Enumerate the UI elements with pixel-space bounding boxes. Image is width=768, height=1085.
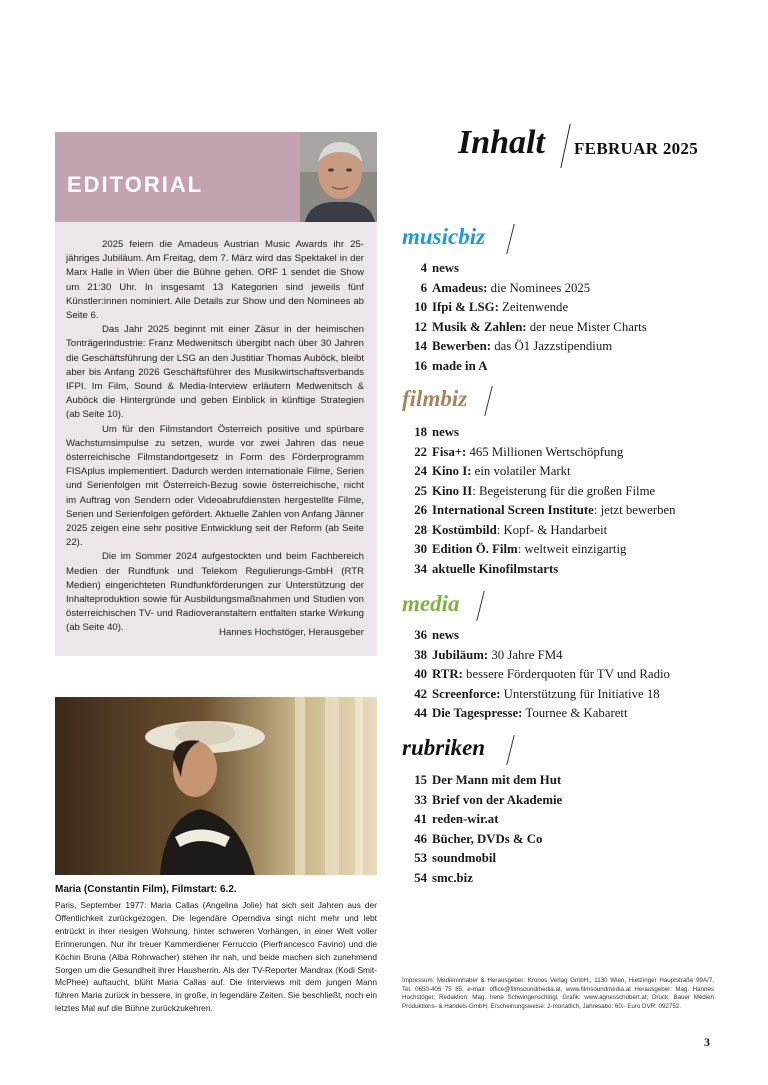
caption-text: Paris, September 1977: Maria Callas (Angelina Jolie) hat sich seit Jahren aus der Öffentlichkeit zurückgezogen. Die legendäre Operndiva singt nicht mehr und lebt entrückt in ihrer riesigen Wohnung, hinter schweren Vorhängen, in einer Welt voller Erinnerungen. Nur ihr treuer Kammerdiener Ferruccio (Pierfrancesco Favino) und die Köchin Bruna (Alba Rohrwacher) stehen ihr nah, und beide machen sich zunehmend Sorgen um die Gesundheit ihrer Hausherrin. Als der TV-Reporter Mandrax (Kodi Smit-McPhee) auftaucht, blüht Maria Callas auf. Die Interviews mit dem jungen Mann führen Maria zurück in bessere, in große, in legendäre Zeiten. Sie beschließt, noch ein letztes Mal auf die Bühne zurückzukehren. (55, 900, 377, 1014)
toc-item[interactable]: 22 Fisa+: 465 Millionen Wertschöpfung (414, 444, 624, 459)
editorial-text (66, 238, 364, 636)
toc-rubriken (402, 773, 742, 890)
contents-title: Inhalt (458, 124, 545, 161)
editor-portrait (300, 132, 377, 222)
toc-item[interactable]: 10 Ifpi & LSG: Zeitenwende (414, 300, 569, 314)
movie-still-image (55, 697, 377, 875)
section-divider (506, 735, 514, 765)
toc-item[interactable]: 4 news (420, 261, 460, 275)
title-divider (560, 124, 570, 168)
editorial-paragraph: 2025 feiern die Amadeus Austrian Music Awards ihr 25-jähriges Jubiläum. Am Freitag, dem 7. März wird das Spektakel in der Marx Halle in Wien über die Bühne gehen. ORF 1 sendet die Show um 21:30 Uhr. In insgesamt 13 Kategorien sind jeweils fünf Künstler:innen nominiert. Alle Details zur Show und den Nominees ab Seite 6. (66, 239, 364, 322)
caption-title: Maria (Constantin Film), Filmstart: 6.2. (55, 884, 237, 895)
toc-item[interactable]: 40 RTR: bessere Förderquoten für TV und Radio (414, 667, 670, 681)
toc-item[interactable]: 41 reden-wir.at (414, 812, 499, 826)
toc-musicbiz (402, 261, 742, 378)
editorial-paragraph: Die im Sommer 2024 aufgestockten und beim Fachbereich Medien der Rundfunk und Telekom Regulierungs-GmbH (RTR Medien) eingerichteten Rundfunkförderungen zur Unterstützung der Inhalteproduktion sowie für Ausbildungsmaßnahmen und Studien von österreichischen TV- und Radioveranstaltern entfalten starke Wirkung (ab Seite 40). (66, 551, 364, 634)
toc-filmbiz (402, 425, 742, 581)
toc-item[interactable]: 53 soundmobil (414, 851, 497, 865)
editorial-paragraph: Das Jahr 2025 beginnt mit einer Zäsur in der heimischen Tonträgerindustrie: Franz Medwenitsch übergibt nach über 30 Jahren die Geschäftsführung der LSG an den Justitiar Thomas Auböck, bleibt aber bis Anfang 2026 Geschäftsführer des Musikwirtschaftsverbands IFPI. Im Film, Sound & Media-Interview erläutern Medwenitsch & Auböck die Hintergründe und geben Einblick in künftige Strategien (ab Seite 10). (66, 324, 364, 421)
toc-item[interactable]: 26 International Screen Institute: jetzt bewerben (414, 503, 676, 517)
section-heading-filmbiz: filmbiz (402, 386, 468, 411)
page-number: 3 (704, 1035, 710, 1049)
editorial-title: EDITORIAL (67, 172, 204, 197)
section-divider (506, 224, 514, 254)
toc-item[interactable]: 33 Brief von der Akademie (414, 792, 563, 807)
imprint-text: Impressum: Medieninhaber & Herausgeber: Kronos Verlag GmbH., 1130 Wien, Hietzinger Hauptstraße 99A/7, Tel. 0650-406 75 85, e-mail: office@filmsoundmedia.at, www.filmsoundmedia.at Herausgeber: Mag. Hannes Hochstöger; Redaktion: Mag. Irene Schwingenschlögl, Grafik: www.agnesschubert.at; Druck: Bauer Medien Produktions- & Handels-GmbH, Erscheinungsweise: 2-monatlich, Jahresabo: 60.- Euro DVR: 092752. (402, 977, 714, 1011)
toc-item[interactable]: 16 made in A (414, 358, 488, 373)
toc-item[interactable]: 30 Edition Ö. Film: weltweit einzigartig (414, 542, 627, 556)
toc-item[interactable]: 12 Musik & Zahlen: der neue Mister Charts (414, 319, 647, 334)
toc-item[interactable]: 24 Kino I: ein volatiler Markt (414, 464, 571, 478)
section-divider (476, 591, 484, 621)
toc-media (402, 628, 742, 726)
editorial-header (55, 132, 300, 222)
section-divider (484, 386, 492, 416)
toc-item[interactable]: 44 Die Tagespresse: Tournee & Kabarett (414, 706, 628, 720)
toc-item[interactable]: 38 Jubiläum: 30 Jahre FM4 (414, 647, 563, 662)
toc-item[interactable]: 34 aktuelle Kinofilmstarts (414, 561, 559, 576)
editorial-signature: Hannes Hochstöger, Herausgeber (218, 627, 364, 638)
toc-item[interactable]: 6 Amadeus: die Nominees 2025 (420, 280, 591, 295)
toc-item[interactable]: 14 Bewerben: das Ö1 Jazzstipendium (414, 339, 613, 353)
toc-item[interactable]: 18 news (414, 425, 460, 439)
section-heading-rubriken: rubriken (402, 735, 486, 760)
toc-item[interactable]: 15 Der Mann mit dem Hut (414, 773, 562, 787)
toc-item[interactable]: 46 Bücher, DVDs & Co (414, 831, 543, 846)
issue-month: FEBRUAR 2025 (574, 139, 699, 158)
section-heading-musicbiz: musicbiz (402, 224, 486, 249)
section-heading-media: media (402, 591, 460, 616)
toc-item[interactable]: 42 Screenforce: Unterstützung für Initiative 18 (414, 686, 660, 701)
toc-item[interactable]: 54 smc.biz (414, 870, 473, 885)
toc-item[interactable]: 25 Kino II: Begeisterung für die großen Filme (414, 483, 656, 498)
toc-item[interactable]: 28 Kostümbild: Kopf- & Handarbeit (414, 522, 608, 537)
toc-item[interactable]: 36 news (414, 628, 460, 642)
editorial-paragraph: Um für den Filmstandort Österreich positive und spürbare Wachstumsimpulse zu setzen, wurde vor zwei Jahren das neue österreichische Filmstandortgesetz in Form des Förderprogramm FISAplus implementiert. Dadurch werden internationale Filme, Serien und Serienfolgen mit Österreich-Bezug sowie österreichische, nicht im Auftrag von Sendern oder Videoabrufdiensten hergestellte Filme, Serien und Serienfolgen gefördert. Aktuelle Zahlen von Anfang Jänner 2025 zeigen eine sehr positive Entwicklung seit der Reform (ab Seite 22). (66, 423, 364, 549)
